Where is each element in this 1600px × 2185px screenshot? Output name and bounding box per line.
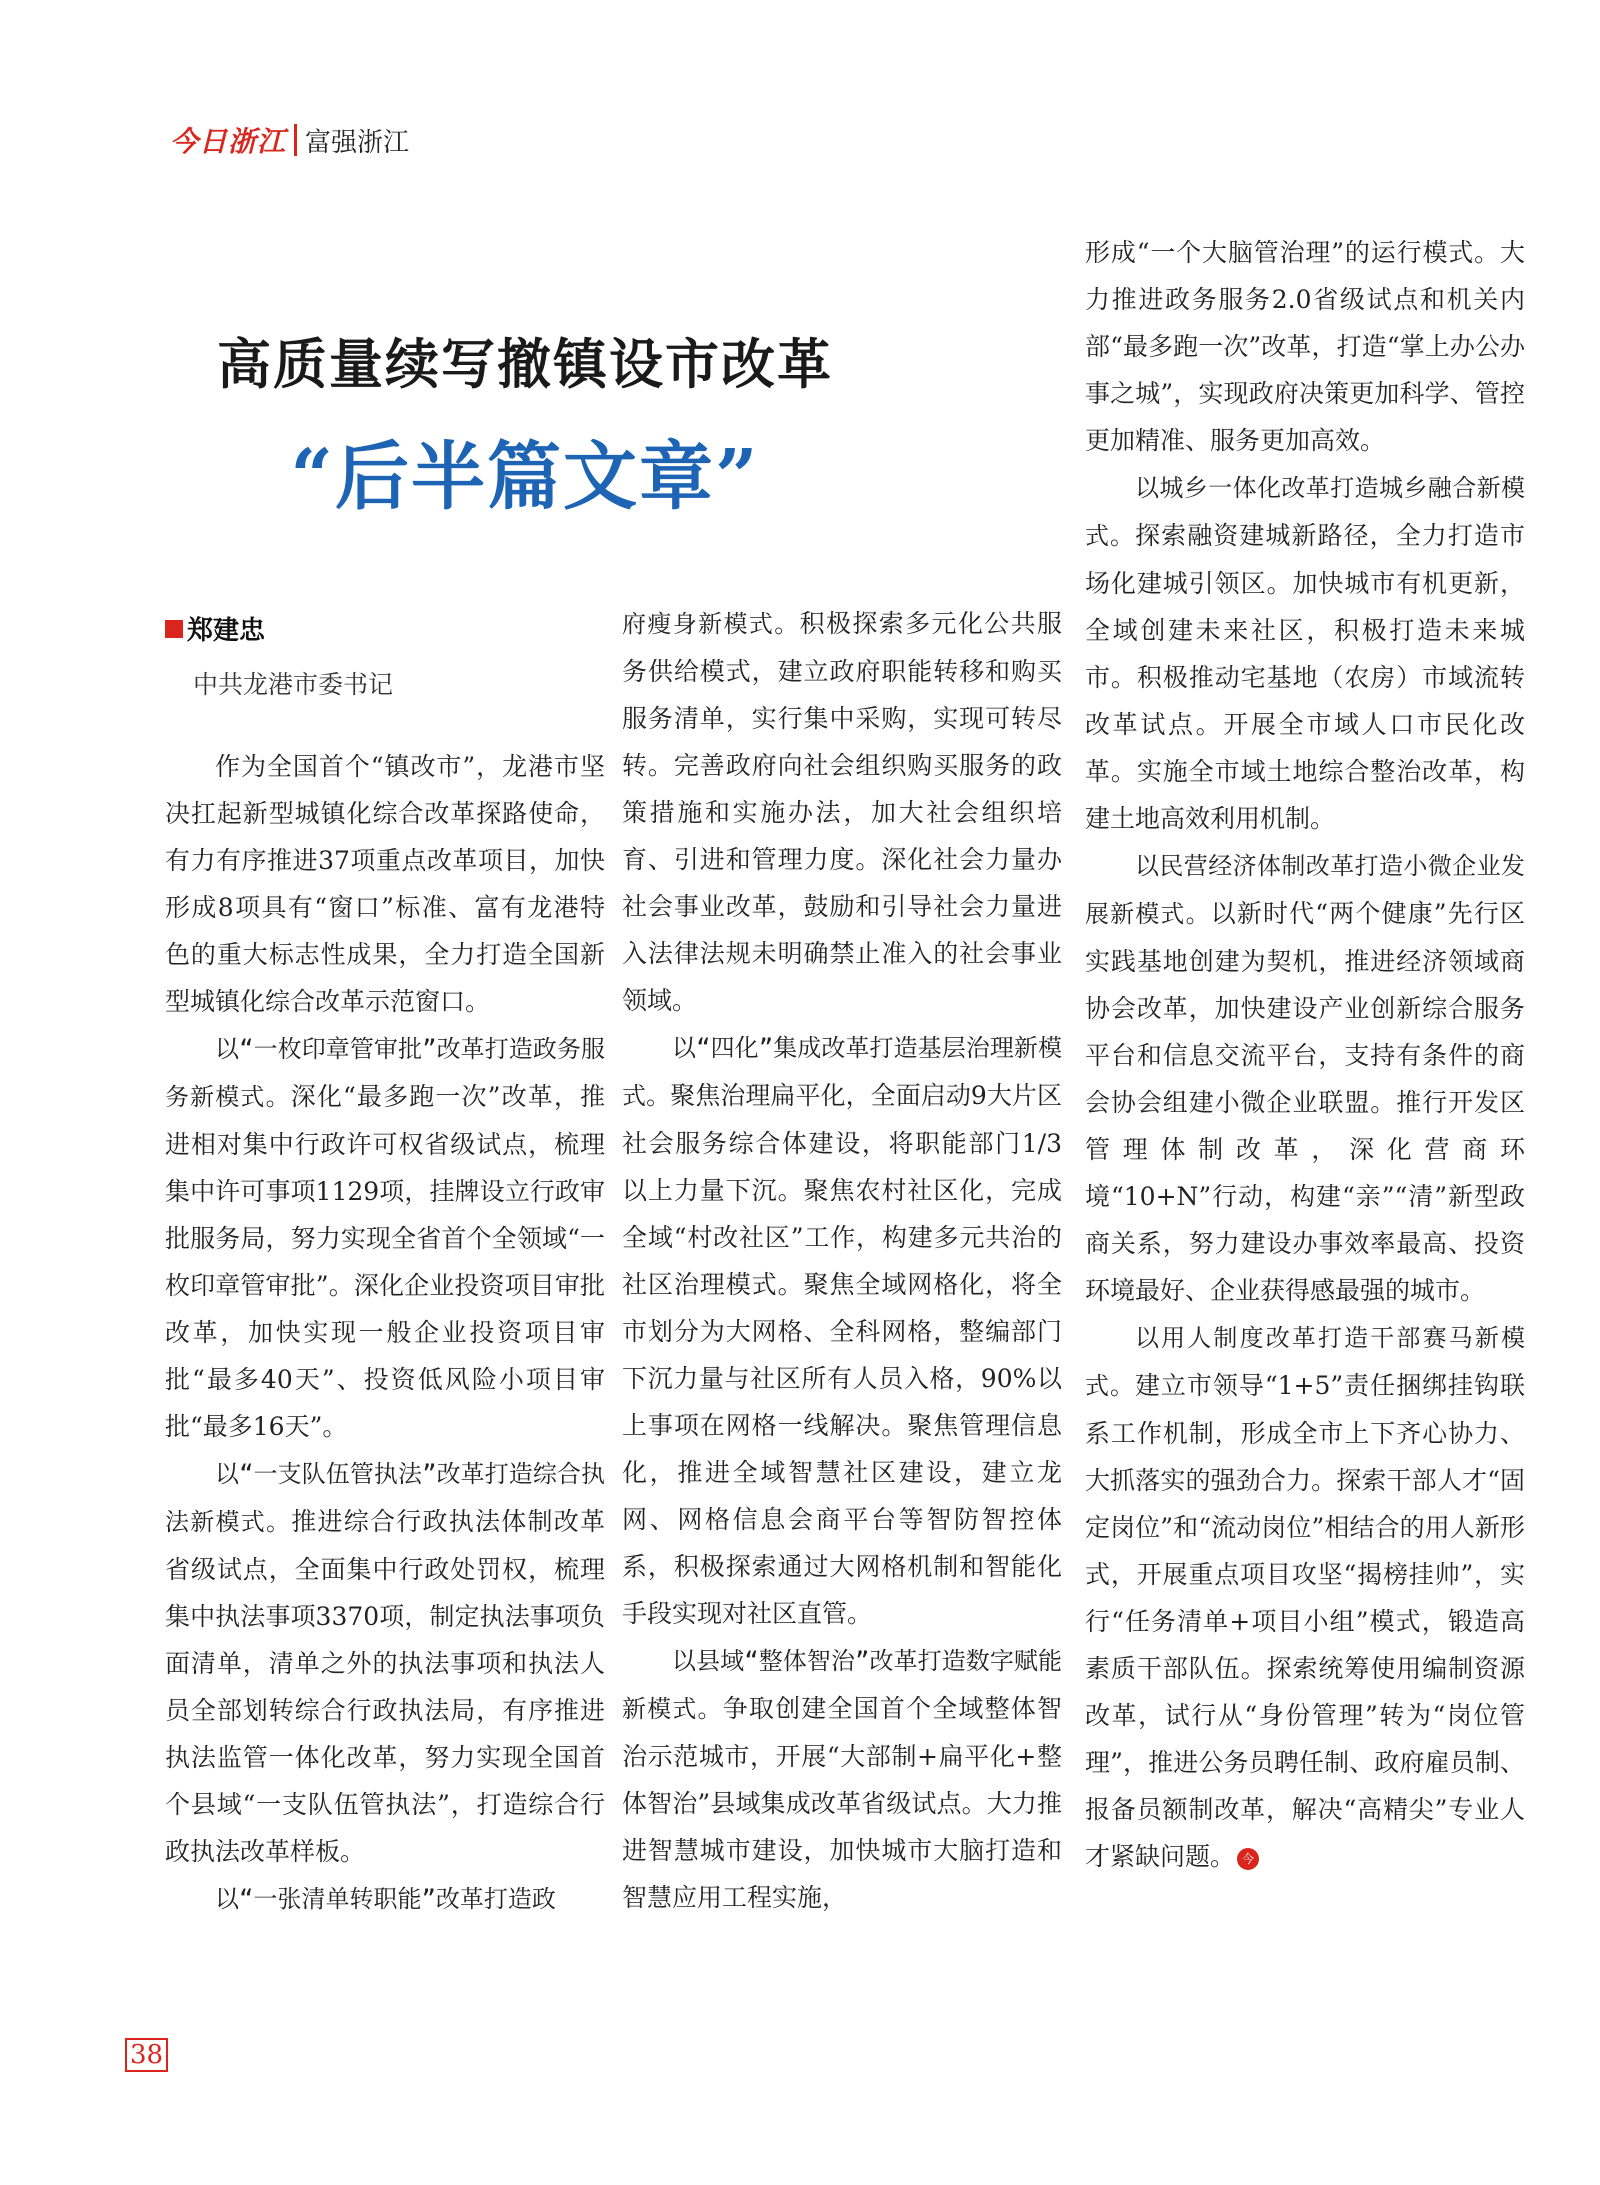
paragraph-text: 以新时代“两个健康”先行区实践基地创建为契机，推进经济领域商协会改革，加快建设产业创新综合服务平台和信息交流平台，支持有条件的商会协会组建小微企业联盟。推行开发区管理体制改革，深化营商环境“10+N”行动，构建“亲”“清”新型政商关系，努力建设办事效率最高、投资环境最好、企业获得感最强的城市。 [1085,899,1525,1305]
text-column-2 [622,600,1062,1921]
paragraph-text: 建立市领导“1+5”责任捆绑挂钩联系工作机制，形成全市上下齐心协力、大抓落实的强劲合力。探索干部人才“固定岗位”和“流动岗位”相结合的用人新形式，开展重点项目攻坚“揭榜挂帅”，实行“任务清单+项目小组”模式，锻造高素质干部队伍。探索统筹使用编制资源改革，试行从“身份管理”转为“岗位管理”，推进公务员聘任制、政府雇员制、报备员额制改革，解决“高精尖”专业人才紧缺问题。 [1085,1371,1525,1871]
text-column-3 [1085,229,1525,1880]
paragraph [622,1024,1062,1637]
headline-line-2: “后半篇文章” [290,434,760,520]
paragraph-text: 探索融资建城新路径，全力打造市场化建城引领区。加快城市有机更新，全域创建未来社区，积极打造未来城市。积极推动宅基地（农房）市域流转改革试点。开展全市域人口市民化改革。实施全市域土地综合整治改革，构建土地高效利用机制。 [1085,521,1525,833]
paragraph [1085,842,1525,1314]
paragraph [165,1450,605,1875]
subheading: 以县域“整体智治”改革打造数字赋能新模式。 [622,1647,1062,1723]
magazine-logo: 今日浙江 [170,125,287,158]
paragraph [165,743,605,1025]
subheading: 以“一枚印章管审批”改革打造政务服务新模式。 [165,1035,605,1111]
paragraph [1085,229,1525,464]
paragraph-text: 形成“一个大脑管治理”的运行模式。大力推进政务服务2.0省级试点和机关内部“最多跑一次”改革，打造“掌上办公办事之城”，实现政府决策更加科学、管控更加精准、服务更加高效。 [1085,238,1525,455]
end-mark-icon: 今 [1237,1848,1259,1870]
paragraph-text: 深化“最多跑一次”改革，推进相对集中行政许可权省级试点，梳理集中许可事项1129项，挂牌设立行政审批服务局，努力实现全省首个全领域“一枚印章管审批”。深化企业投资项目审批改革，加快实现一般企业投资项目审批“最多40天”、投资低风险小项目审批“最多16天”。 [165,1082,605,1441]
paragraph [622,600,1062,1024]
author-marker-icon [165,620,183,638]
author-name-text: 郑建忠 [187,616,266,646]
subheading: 以“一张清单转职能”改革打造政 [215,1885,556,1913]
paragraph [165,1025,605,1450]
paragraph-text: 聚焦治理扁平化，全面启动9大片区社会服务综合体建设，将职能部门1/3以上力量下沉。聚焦农村社区化，完成全域“村改社区”工作，构建多元共治的社区治理模式。聚焦全域网格化，将全市划分为大网格、全科网格，整编部门下沉力量与社区所有人员入格，90%以上事项在网格一线解决。聚焦管理信息化，推进全域智慧社区建设，建立龙网、网格信息会商平台等智防智控体系，积极探索通过大网格机制和智能化手段实现对社区直管。 [622,1081,1062,1628]
subheading: 府瘦身新模式。 [622,610,800,638]
subheading: 以用人制度改革打造干部赛马新模式。 [1085,1324,1525,1400]
paragraph-text: 积极探索多元化公共服务供给模式，建立政府职能转移和购买服务清单，实行集中采购，实现可转尽转。完善政府向社会组织购买服务的政策措施和实施办法，加大社会组织培育、引进和管理力度。深化社会力量办社会事业改革，鼓励和引导社会力量进入法律法规未明确禁止准入的社会事业领域。 [622,609,1062,1015]
page-number: 38 [125,2038,168,2072]
headline-line-1: 高质量续写撤镇设市改革 [217,332,833,396]
paragraph-text: 争取创建全国首个全域整体智治示范城市，开展“大部制+扁平化+整体智治”县域集成改革省级试点。大力推进智慧城市建设，加快城市大脑打造和智慧应用工程实施， [622,1694,1062,1912]
paragraph-text: 作为全国首个“镇改市”，龙港市坚决扛起新型城镇化综合改革探路使命，有力有序推进37项重点改革项目，加快形成8项具有“窗口”标准、富有龙港特色的重大标志性成果，全力打造全国新型城镇化综合改革示范窗口。 [165,752,605,1016]
paragraph [165,1875,605,1923]
subheading: 以民营经济体制改革打造小微企业发展新模式。 [1085,852,1525,928]
author-name [165,610,393,647]
header-divider [294,124,297,156]
author-affiliation: 中共龙港市委书记 [193,670,394,699]
section-name: 富强浙江 [305,127,410,158]
paragraph [1085,464,1525,842]
subheading: 以城乡一体化改革打造城乡融合新模式。 [1085,474,1525,550]
byline [165,610,393,701]
paragraph [622,1637,1062,1921]
paragraph [1085,1314,1525,1880]
paragraph-text: 推进综合行政执法体制改革省级试点，全面集中行政处罚权，梳理集中执法事项3370项，制定执法事项负面清单，清单之外的执法事项和执法人员全部划转综合行政执法局，有序推进执法监管一体化改革，努力实现全国首个县域“一支队伍管执法”，打造综合行政执法改革样板。 [165,1507,605,1866]
subheading: 以“一支队伍管执法”改革打造综合执法新模式。 [165,1460,605,1536]
text-column-1 [165,743,605,1923]
page-header [170,118,409,162]
subheading: 以“四化”集成改革打造基层治理新模式。 [622,1034,1062,1110]
